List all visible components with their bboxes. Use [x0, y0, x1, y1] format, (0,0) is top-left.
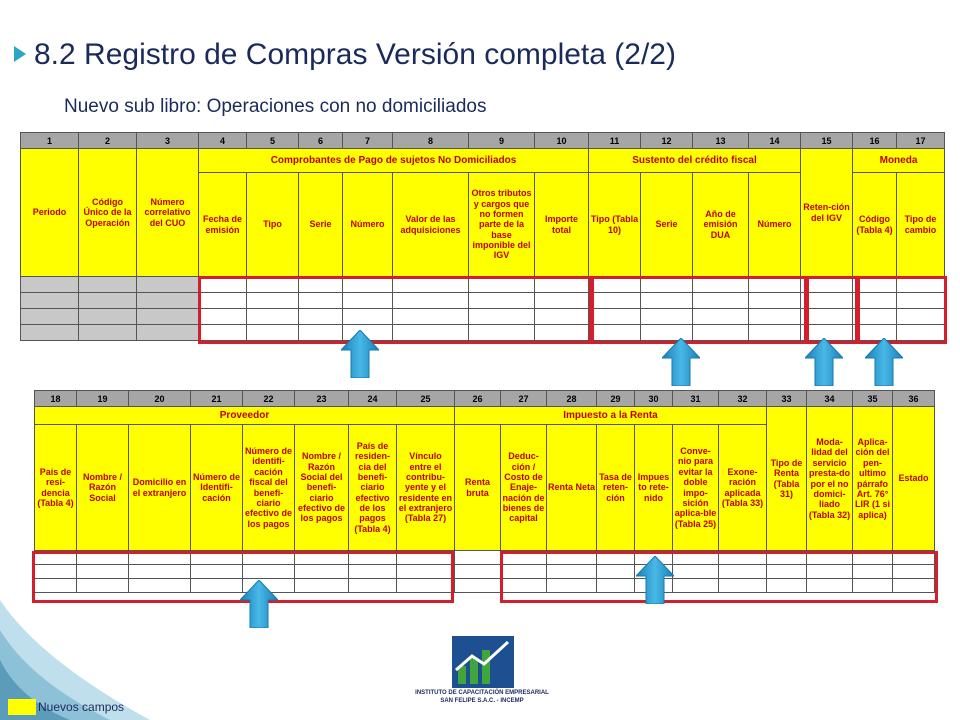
- header-fecha-emision: Fecha de emisión: [199, 173, 247, 277]
- table-cell[interactable]: [397, 579, 455, 593]
- column-number-17: 17: [897, 133, 945, 149]
- column-number-row: [21, 133, 945, 149]
- table-cell[interactable]: [807, 551, 853, 565]
- header-valor-adquisiciones: Valor de las adquisiciones: [393, 173, 469, 277]
- arrow-up-icon: [341, 330, 379, 378]
- table-cell[interactable]: [199, 309, 247, 325]
- table-cell[interactable]: [191, 565, 243, 579]
- header-convenio: Conve-nio para evitar la doble impo-sición aplica-ble (Tabla 25): [673, 425, 719, 551]
- table-cell[interactable]: [129, 565, 191, 579]
- table-cell[interactable]: [501, 551, 547, 565]
- table-cell[interactable]: [343, 277, 393, 293]
- table-cell[interactable]: [897, 293, 945, 309]
- table-cell[interactable]: [191, 551, 243, 565]
- table-cell[interactable]: [597, 551, 635, 565]
- column-number-6: 6: [299, 133, 343, 149]
- table-cell[interactable]: [299, 293, 343, 309]
- table-cell[interactable]: [853, 551, 893, 565]
- table-row: [21, 293, 945, 309]
- table-cell[interactable]: [299, 325, 343, 341]
- column-number-12: 12: [641, 133, 693, 149]
- table-cell[interactable]: [295, 565, 349, 579]
- header-numero: Número: [343, 173, 393, 277]
- header-tipo-renta: Tipo de Renta (Tabla 31): [767, 407, 807, 551]
- table-cell[interactable]: [191, 579, 243, 593]
- header-periodo: Periodo: [21, 149, 79, 277]
- column-number-30: 30: [635, 391, 673, 407]
- arrow-up-icon: [636, 556, 674, 604]
- table-cell[interactable]: [597, 579, 635, 593]
- page-title: 8.2 Registro de Compras Versión completa (2/2): [34, 38, 676, 71]
- header-tipo: Tipo: [247, 173, 299, 277]
- table-cell[interactable]: [719, 579, 767, 593]
- table-cell[interactable]: [641, 277, 693, 293]
- table-cell[interactable]: [393, 293, 469, 309]
- table-cell[interactable]: [767, 565, 807, 579]
- table-cell[interactable]: [243, 565, 295, 579]
- legend-label: Nuevos campos: [38, 700, 125, 714]
- table-cell[interactable]: [767, 579, 807, 593]
- logo-line1: INSTITUTO DE CAPACITACIÓN EMPRESARIAL: [415, 690, 549, 696]
- table-row: [21, 277, 945, 293]
- header-pais-beneficiario: País de residen-cia del benefi-ciario efectivo de los pagos (Tabla 4): [349, 425, 397, 551]
- table-cell[interactable]: [469, 325, 535, 341]
- column-number-23: 23: [295, 391, 349, 407]
- table-cell[interactable]: [295, 551, 349, 565]
- column-number-25: 25: [397, 391, 455, 407]
- table-cell[interactable]: [455, 565, 501, 579]
- table-cell[interactable]: [21, 277, 79, 293]
- table-cell[interactable]: [79, 309, 137, 325]
- logo-text: [402, 690, 562, 706]
- table-cell[interactable]: [397, 565, 455, 579]
- table-cell[interactable]: [897, 325, 945, 341]
- table-cell[interactable]: [35, 551, 77, 565]
- header-exoneracion: Exone-ración aplicada (Tabla 33): [719, 425, 767, 551]
- header-nombre-razon: Nombre / Razón Social: [77, 425, 129, 551]
- column-number-3: 3: [137, 133, 199, 149]
- table-cell[interactable]: [393, 309, 469, 325]
- table-cell[interactable]: [547, 579, 597, 593]
- table-cell[interactable]: [589, 309, 641, 325]
- group-moneda: Moneda: [853, 149, 945, 173]
- table-cell[interactable]: [77, 551, 129, 565]
- table-cell[interactable]: [393, 277, 469, 293]
- table-cell[interactable]: [129, 551, 191, 565]
- table-cell[interactable]: [299, 309, 343, 325]
- table-cell[interactable]: [199, 277, 247, 293]
- table-cell[interactable]: [77, 565, 129, 579]
- table-cell[interactable]: [535, 309, 589, 325]
- table-cell[interactable]: [673, 565, 719, 579]
- table-cell[interactable]: [137, 325, 199, 341]
- column-number-26: 26: [455, 391, 501, 407]
- table-cell[interactable]: [641, 293, 693, 309]
- header-tipo-cambio: Tipo de cambio: [897, 173, 945, 277]
- table-cell[interactable]: [853, 293, 897, 309]
- table-cell[interactable]: [749, 277, 801, 293]
- table-cell[interactable]: [535, 325, 589, 341]
- table-cell[interactable]: [853, 565, 893, 579]
- table-cell[interactable]: [719, 565, 767, 579]
- table-cell[interactable]: [501, 579, 547, 593]
- table-cell[interactable]: [693, 293, 749, 309]
- table-cell[interactable]: [247, 325, 299, 341]
- table-cell[interactable]: [535, 277, 589, 293]
- table-cell[interactable]: [853, 579, 893, 593]
- table-cell[interactable]: [547, 565, 597, 579]
- column-number-32: 32: [719, 391, 767, 407]
- table-cell[interactable]: [589, 277, 641, 293]
- column-number-36: 36: [893, 391, 935, 407]
- arrow-up-icon: [805, 338, 843, 386]
- column-number-33: 33: [767, 391, 807, 407]
- table-cell[interactable]: [589, 325, 641, 341]
- header-renta-neta: Renta Neta: [547, 425, 597, 551]
- table-cell[interactable]: [137, 293, 199, 309]
- table-compras-no-domiciliados-part1: [20, 132, 945, 341]
- incemp-logo-icon: [452, 636, 514, 688]
- table-cell[interactable]: [749, 325, 801, 341]
- column-number-8: 8: [393, 133, 469, 149]
- table-cell[interactable]: [853, 277, 897, 293]
- header-domicilio: Domicilio en el extranjero: [129, 425, 191, 551]
- table-row: [21, 309, 945, 325]
- header-aplicacion-parrafo: Aplica-ción del pen-ultimo párrafo Art. 76° LIR (1 si aplica): [853, 407, 893, 551]
- table-cell[interactable]: [589, 293, 641, 309]
- page-subtitle: Nuevo sub libro: Operaciones con no domiciliados: [64, 96, 487, 117]
- table-cell[interactable]: [853, 309, 897, 325]
- table-row: [35, 565, 935, 579]
- table-cell[interactable]: [349, 551, 397, 565]
- column-number-11: 11: [589, 133, 641, 149]
- table-cell[interactable]: [469, 309, 535, 325]
- table-cell[interactable]: [79, 325, 137, 341]
- column-number-9: 9: [469, 133, 535, 149]
- table-cell[interactable]: [801, 293, 853, 309]
- arrow-up-icon: [865, 338, 903, 386]
- table-cell[interactable]: [137, 277, 199, 293]
- column-number-14: 14: [749, 133, 801, 149]
- column-number-20: 20: [129, 391, 191, 407]
- column-number-10: 10: [535, 133, 589, 149]
- table-cell[interactable]: [693, 309, 749, 325]
- table-cell[interactable]: [21, 309, 79, 325]
- table-cell[interactable]: [455, 551, 501, 565]
- header-deduccion: Deduc-ción / Costo de Enaje-nación de bienes de capital: [501, 425, 547, 551]
- table-cell[interactable]: [199, 293, 247, 309]
- logo-line2: SAN FELIPE S.A.C. - INCEMP: [440, 697, 524, 704]
- header-numero-sustento: Número: [749, 173, 801, 277]
- arrow-up-icon: [662, 338, 700, 386]
- header-estado: Estado: [893, 407, 935, 551]
- table-cell[interactable]: [641, 309, 693, 325]
- table-cell[interactable]: [501, 565, 547, 579]
- table-cell[interactable]: [801, 277, 853, 293]
- header-renta-bruta: Renta bruta: [455, 425, 501, 551]
- header-impuesto-retenido: Impues to rete-nido: [635, 425, 673, 551]
- table-cell[interactable]: [199, 325, 247, 341]
- table-cell[interactable]: [299, 277, 343, 293]
- column-number-28: 28: [547, 391, 597, 407]
- table-cell[interactable]: [719, 551, 767, 565]
- table-cell[interactable]: [897, 277, 945, 293]
- header-tasa-retencion: Tasa de reten-ción: [597, 425, 635, 551]
- table-cell[interactable]: [79, 293, 137, 309]
- column-number-13: 13: [693, 133, 749, 149]
- table-cell[interactable]: [767, 551, 807, 565]
- group-comprobantes: Comprobantes de Pago de sujetos No Domiciliados: [199, 149, 589, 173]
- table-row: [35, 579, 935, 593]
- table-cell[interactable]: [397, 551, 455, 565]
- group-impuesto-renta: Impuesto a la Renta: [455, 407, 767, 425]
- header-codigo-unico: Código Único de la Operación: [79, 149, 137, 277]
- table-cell[interactable]: [469, 277, 535, 293]
- column-number-27: 27: [501, 391, 547, 407]
- group-proveedor: Proveedor: [35, 407, 455, 425]
- table-compras-no-domiciliados-part2: [34, 390, 935, 593]
- table-cell[interactable]: [247, 293, 299, 309]
- column-number-24: 24: [349, 391, 397, 407]
- column-number-34: 34: [807, 391, 853, 407]
- table-cell[interactable]: [547, 551, 597, 565]
- table-cell[interactable]: [349, 579, 397, 593]
- table-cell[interactable]: [893, 579, 935, 593]
- column-number-2: 2: [79, 133, 137, 149]
- header-pais-residencia: País de resi-dencia (Tabla 4): [35, 425, 77, 551]
- table-row: [35, 551, 935, 565]
- table-cell[interactable]: [597, 565, 635, 579]
- header-codigo-tabla4: Código (Tabla 4): [853, 173, 897, 277]
- table-cell[interactable]: [295, 579, 349, 593]
- title-bullet-icon: [14, 46, 26, 62]
- column-number-19: 19: [77, 391, 129, 407]
- header-num-identif-fiscal: Número de identifi-cación fiscal del benefi-ciario efectivo de los pagos: [243, 425, 295, 551]
- column-number-row: [35, 391, 935, 407]
- column-number-18: 18: [35, 391, 77, 407]
- table-cell[interactable]: [897, 309, 945, 325]
- table-cell[interactable]: [893, 551, 935, 565]
- header-importe-total: Importe total: [535, 173, 589, 277]
- table-cell[interactable]: [247, 309, 299, 325]
- header-serie-sustento: Serie: [641, 173, 693, 277]
- table-cell[interactable]: [801, 309, 853, 325]
- header-numero-correlativo: Número correlativo del CUO: [137, 149, 199, 277]
- header-serie: Serie: [299, 173, 343, 277]
- header-num-identificacion: Número de Identifi-cación: [191, 425, 243, 551]
- table-cell[interactable]: [693, 277, 749, 293]
- table-cell[interactable]: [807, 579, 853, 593]
- table-cell[interactable]: [535, 293, 589, 309]
- table-cell[interactable]: [79, 277, 137, 293]
- column-number-4: 4: [199, 133, 247, 149]
- table-cell[interactable]: [807, 565, 853, 579]
- legend-swatch: [8, 699, 36, 715]
- column-number-15: 15: [801, 133, 853, 149]
- header-nombre-beneficiario: Nombre / Razón Social del benefi-ciario efectivo de los pagos: [295, 425, 349, 551]
- header-otros-tributos: Otros tributos y cargos que no formen parte de la base imponible del IGV: [469, 173, 535, 277]
- table-cell[interactable]: [673, 551, 719, 565]
- group-sustento-credito: Sustento del crédito fiscal: [589, 149, 801, 173]
- arrow-up-icon: [240, 580, 278, 628]
- header-vinculo: Vínculo entre el contribu-yente y el residente en el extranjero (Tabla 27): [397, 425, 455, 551]
- table-cell[interactable]: [21, 325, 79, 341]
- column-number-35: 35: [853, 391, 893, 407]
- column-number-22: 22: [243, 391, 295, 407]
- table-cell[interactable]: [749, 309, 801, 325]
- table-cell[interactable]: [35, 565, 77, 579]
- header-tipo-tabla10: Tipo (Tabla 10): [589, 173, 641, 277]
- table-cell[interactable]: [693, 325, 749, 341]
- table-cell[interactable]: [343, 293, 393, 309]
- table-cell[interactable]: [749, 293, 801, 309]
- column-number-5: 5: [247, 133, 299, 149]
- column-number-21: 21: [191, 391, 243, 407]
- table-cell[interactable]: [137, 309, 199, 325]
- table-cell[interactable]: [247, 277, 299, 293]
- header-retencion-igv: Reten-ción del IGV: [801, 149, 853, 277]
- table-cell[interactable]: [243, 551, 295, 565]
- table-cell[interactable]: [349, 565, 397, 579]
- table-cell[interactable]: [343, 309, 393, 325]
- header-anio-dua: Año de emisión DUA: [693, 173, 749, 277]
- table-cell[interactable]: [469, 293, 535, 309]
- table-cell[interactable]: [21, 293, 79, 309]
- column-number-16: 16: [853, 133, 897, 149]
- column-number-29: 29: [597, 391, 635, 407]
- table-cell[interactable]: [455, 579, 501, 593]
- table-cell[interactable]: [673, 579, 719, 593]
- header-modalidad: Moda-lidad del servicio presta-do por el no domici-liado (Tabla 32): [807, 407, 853, 551]
- table-cell[interactable]: [393, 325, 469, 341]
- column-number-31: 31: [673, 391, 719, 407]
- column-number-7: 7: [343, 133, 393, 149]
- column-number-1: 1: [21, 133, 79, 149]
- table-cell[interactable]: [893, 565, 935, 579]
